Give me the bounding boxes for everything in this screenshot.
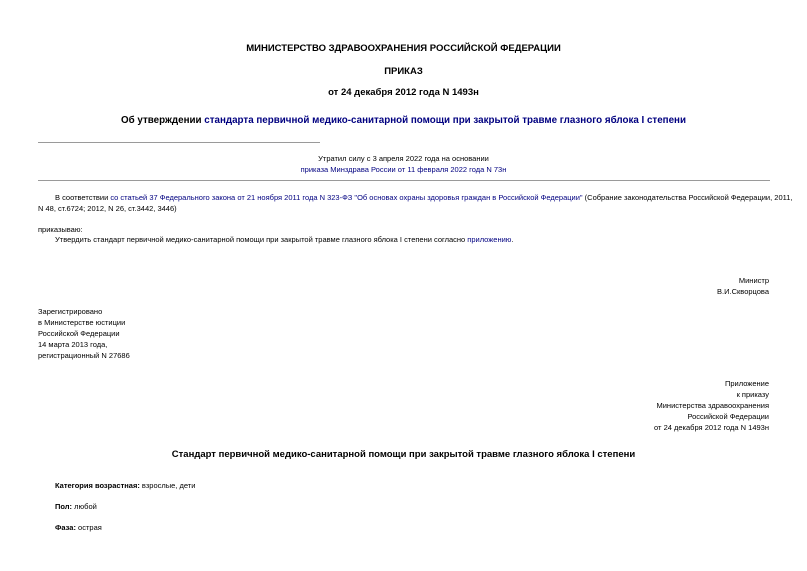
age-category-value: взрослые, дети (139, 481, 196, 490)
appendix-line: от 24 декабря 2012 года N 1493н (654, 423, 769, 432)
order-word: приказываю: (38, 225, 83, 234)
appendix-line: к приказу (736, 390, 769, 399)
appendix-line: Приложение (725, 379, 769, 388)
age-category (55, 480, 195, 491)
signature-name: В.И.Скворцова (717, 287, 769, 296)
registration-line: регистрационный N 27686 (38, 351, 130, 360)
sex-value: любой (72, 502, 97, 511)
approve-text: Утвердить стандарт первичной медико-санитарной помощи при закрытой травме глазного яблока I степени согласно (55, 235, 468, 244)
age-category-label: Категория возрастная: (55, 481, 140, 490)
phase-value: острая (75, 523, 102, 532)
repeal-order-link[interactable]: приказа Минздрава России от 11 февраля 2022 года N 73н (300, 165, 507, 174)
registration-line: в Министерстве юстиции (38, 318, 126, 327)
signature-position: Министр (738, 276, 769, 285)
repeal-notice-line1: Утратил силу с 3 апреля 2022 года на основании (318, 154, 489, 163)
legal-basis-prefix: В соответствии (55, 193, 111, 202)
phase-label: Фаза: (55, 523, 76, 532)
order-title-prefix: Об утверждении (121, 115, 205, 126)
appendix-line: Министерства здравоохранения (656, 401, 769, 410)
registration-block (38, 306, 130, 361)
legal-basis-suffix: (Собрание законодательства Российской Федерации, 2011, (582, 193, 793, 202)
registration-line: Российской Федерации (38, 329, 120, 338)
sex-field (55, 501, 97, 512)
standard-title-link[interactable]: стандарта первичной медико-санитарной помощи при закрытой травме глазного яблока I степени (204, 115, 686, 126)
appendix-block (654, 378, 769, 433)
sex-label: Пол: (55, 502, 73, 511)
standard-title: Стандарт первичной медико-санитарной помощи при закрытой травме глазного яблока I степени (171, 449, 636, 460)
legal-basis-line2: N 48, ст.6724; 2012, N 26, ст.3442, 3446) (38, 204, 177, 213)
appendix-line: Российской Федерации (687, 412, 769, 421)
legal-basis-paragraph (55, 192, 793, 203)
phase-field (55, 522, 102, 533)
order-title (0, 115, 807, 126)
approve-paragraph (55, 234, 514, 245)
registration-line: Зарегистрировано (38, 307, 103, 316)
order-date-number: от 24 декабря 2012 года N 1493н (328, 87, 479, 98)
divider-short (38, 142, 320, 143)
appendix-link[interactable]: приложению (467, 235, 512, 244)
federal-law-link[interactable]: со статьей 37 Федерального закона от 21 ноября 2011 года N 323-ФЗ "Об основах охраны здоровья граждан в Российской Федерации" (110, 193, 583, 202)
doc-type-heading: ПРИКАЗ (384, 66, 423, 77)
divider-long (38, 180, 770, 181)
ministry-heading: МИНИСТЕРСТВО ЗДРАВООХРАНЕНИЯ РОССИЙСКОЙ ФЕДЕРАЦИИ (246, 43, 561, 54)
approve-suffix: . (511, 235, 514, 244)
registration-line: 14 марта 2013 года, (38, 340, 108, 349)
